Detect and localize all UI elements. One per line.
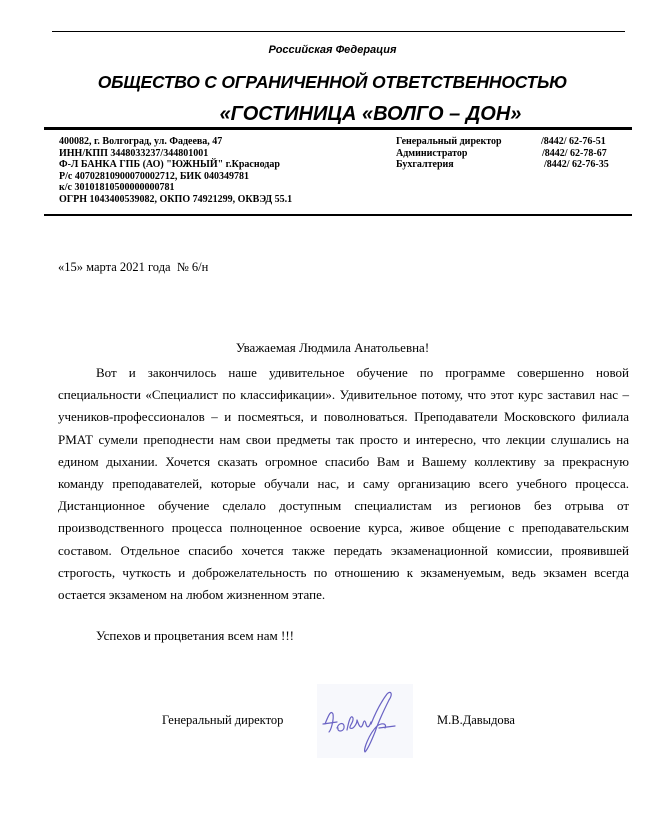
org-name-heading: «ГОСТИНИЦА «ВОЛГО – ДОН» bbox=[219, 103, 522, 125]
ogrn-line: ОГРН 1043400539082, ОКПО 74921299, ОКВЭД 55.1 bbox=[59, 193, 293, 205]
contact-role: Бухгалтерия bbox=[396, 159, 454, 171]
closing-line: Успехов и процветания всем нам !!! bbox=[96, 628, 294, 643]
signatory-title: Генеральный директор bbox=[162, 713, 284, 727]
inn-kpp-line: ИНН/КПП 3448033237/344801001 bbox=[59, 147, 209, 159]
contact-role: Администратор bbox=[396, 147, 468, 159]
body-paragraph: Вот и закончилось наше удивительное обучение по программе совершенно новой специальности «Специалист по классификации». Удивительное потому, что этот курс заставил нас – учеников-профессионалов – и посмеяться, и поволноваться. Преподаватели Московского филиала РМАТ сумели преподнести нам свои предметы так просто и интересно, что лекции слушались на едином дыхании. Хочется сказать огромное спасибо Вам и Вашему коллективу за прекрасную команду преподавателей, которые обучали нас, и саму организацию всего учебного процесса. Дистанционное обучение сделало доступным специалистам из регионов без отрыва от производственного процесса полноценное освоение курса, живое общение с преподавательским составом. Отдельное спасибо хочется также передать экзаменационной комиссии, проявившей строгость, чуткость и доброжелательность по отношению к экзаменуемым, ведь экзамен всегда остается экзаменом на любом жизненном этапе. bbox=[58, 365, 629, 603]
date-and-number: «15» марта 2021 года № 6/н bbox=[58, 260, 209, 274]
account-line: Р/с 40702810900070002712, БИК 040349781 bbox=[59, 170, 249, 182]
company-details bbox=[59, 136, 292, 206]
contact-phone: /8442/ 62-76-35 bbox=[544, 159, 609, 171]
signature-icon bbox=[317, 684, 413, 758]
address-line: 400082, г. Волгоград, ул. Фадеева, 47 bbox=[59, 136, 223, 147]
header-top-rule bbox=[52, 31, 625, 32]
requisites-block bbox=[44, 127, 632, 216]
contact-role: Генеральный директор bbox=[396, 136, 502, 147]
country-label: Российская Федерация bbox=[268, 44, 397, 56]
bank-line: Ф-Л БАНКА ГПБ (АО) "ЮЖНЫЙ" г.Краснодар bbox=[59, 159, 280, 171]
greeting: Уважаемая Людмила Анатольевна! bbox=[235, 340, 430, 355]
signatory-name: М.В.Давыдова bbox=[437, 713, 515, 727]
letter-body bbox=[58, 362, 629, 606]
corr-account-line: к/с 30101810500000000781 bbox=[59, 182, 175, 194]
handwritten-signature bbox=[317, 684, 413, 758]
org-type-heading: ОБЩЕСТВО С ОГРАНИЧЕННОЙ ОТВЕТСТВЕННОСТЬЮ bbox=[97, 72, 568, 92]
contact-phone: /8442/ 62-78-67 bbox=[542, 147, 607, 159]
contact-phone: /8442/ 62-76-51 bbox=[541, 136, 606, 147]
